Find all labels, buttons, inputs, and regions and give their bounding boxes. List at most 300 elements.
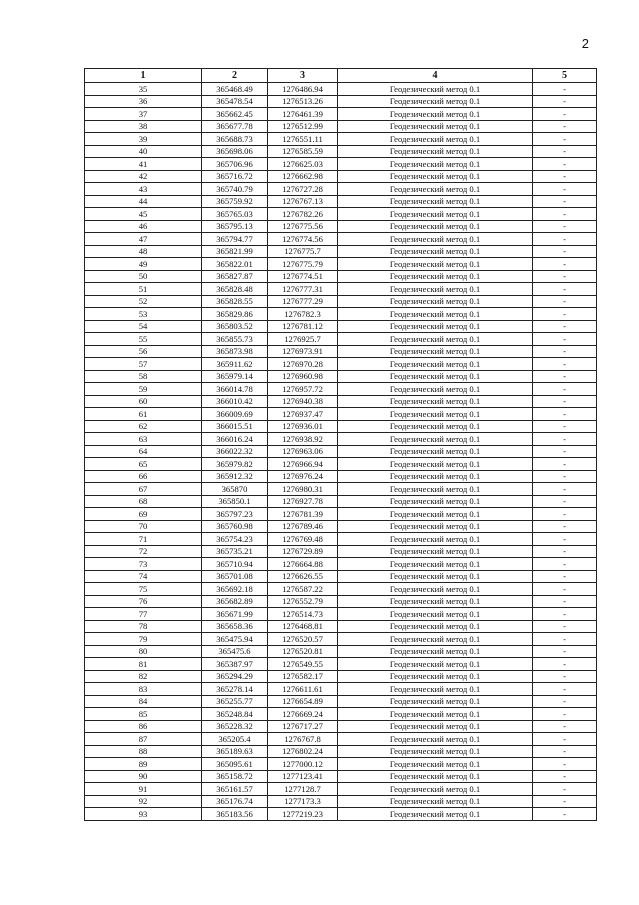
- y-coordinate-cell: 1276552.79: [268, 595, 338, 608]
- note-cell: -: [533, 733, 597, 746]
- point-number-cell: 79: [85, 633, 202, 646]
- table-row: [85, 533, 597, 546]
- y-coordinate-cell: 1276769.48: [268, 533, 338, 546]
- x-coordinate-cell: 365873.98: [202, 345, 268, 358]
- point-number-cell: 63: [85, 433, 202, 446]
- point-number-cell: 52: [85, 295, 202, 308]
- note-cell: -: [533, 183, 597, 196]
- point-number-cell: 67: [85, 483, 202, 496]
- point-number-cell: 66: [85, 470, 202, 483]
- table-row: [85, 445, 597, 458]
- method-cell: Геодезический метод 0.1: [338, 170, 533, 183]
- table-row: [85, 295, 597, 308]
- x-coordinate-cell: 365760.98: [202, 520, 268, 533]
- y-coordinate-cell: 1276767.8: [268, 733, 338, 746]
- y-coordinate-cell: 1276781.39: [268, 508, 338, 521]
- column-header-3: 3: [268, 69, 338, 83]
- point-number-cell: 71: [85, 533, 202, 546]
- note-cell: -: [533, 283, 597, 296]
- point-number-cell: 80: [85, 645, 202, 658]
- x-coordinate-cell: 365735.21: [202, 545, 268, 558]
- point-number-cell: 58: [85, 370, 202, 383]
- point-number-cell: 53: [85, 308, 202, 321]
- y-coordinate-cell: 1276973.91: [268, 345, 338, 358]
- table-row: [85, 558, 597, 571]
- point-number-cell: 78: [85, 620, 202, 633]
- point-number-cell: 89: [85, 758, 202, 771]
- point-number-cell: 59: [85, 383, 202, 396]
- method-cell: Геодезический метод 0.1: [338, 433, 533, 446]
- note-cell: -: [533, 395, 597, 408]
- table-row: [85, 733, 597, 746]
- y-coordinate-cell: 1276775.79: [268, 258, 338, 271]
- method-cell: Геодезический метод 0.1: [338, 195, 533, 208]
- method-cell: Геодезический метод 0.1: [338, 358, 533, 371]
- y-coordinate-cell: 1276486.94: [268, 83, 338, 96]
- point-number-cell: 77: [85, 608, 202, 621]
- method-cell: Геодезический метод 0.1: [338, 695, 533, 708]
- method-cell: Геодезический метод 0.1: [338, 245, 533, 258]
- x-coordinate-cell: 365710.94: [202, 558, 268, 571]
- table-row: [85, 783, 597, 796]
- point-number-cell: 92: [85, 795, 202, 808]
- x-coordinate-cell: 365189.63: [202, 745, 268, 758]
- point-number-cell: 82: [85, 670, 202, 683]
- method-cell: Геодезический метод 0.1: [338, 133, 533, 146]
- method-cell: Геодезический метод 0.1: [338, 370, 533, 383]
- point-number-cell: 83: [85, 683, 202, 696]
- table-row: [85, 120, 597, 133]
- point-number-cell: 60: [85, 395, 202, 408]
- table-row: [85, 108, 597, 121]
- note-cell: -: [533, 245, 597, 258]
- y-coordinate-cell: 1276662.98: [268, 170, 338, 183]
- table-row: [85, 133, 597, 146]
- y-coordinate-cell: 1276654.89: [268, 695, 338, 708]
- y-coordinate-cell: 1276937.47: [268, 408, 338, 421]
- point-number-cell: 54: [85, 320, 202, 333]
- method-cell: Геодезический метод 0.1: [338, 320, 533, 333]
- point-number-cell: 40: [85, 145, 202, 158]
- table-row: [85, 495, 597, 508]
- table-body: [85, 83, 597, 821]
- table-row: [85, 233, 597, 246]
- x-coordinate-cell: 366014.78: [202, 383, 268, 396]
- note-cell: -: [533, 533, 597, 546]
- note-cell: -: [533, 108, 597, 121]
- point-number-cell: 42: [85, 170, 202, 183]
- note-cell: -: [533, 420, 597, 433]
- x-coordinate-cell: 365706.96: [202, 158, 268, 171]
- x-coordinate-cell: 365478.54: [202, 95, 268, 108]
- note-cell: -: [533, 795, 597, 808]
- y-coordinate-cell: 1276802.24: [268, 745, 338, 758]
- point-number-cell: 76: [85, 595, 202, 608]
- column-header-4: 4: [338, 69, 533, 83]
- method-cell: Геодезический метод 0.1: [338, 208, 533, 221]
- point-number-cell: 41: [85, 158, 202, 171]
- table-row: [85, 670, 597, 683]
- point-number-cell: 56: [85, 345, 202, 358]
- x-coordinate-cell: 365387.97: [202, 658, 268, 671]
- x-coordinate-cell: 366022.32: [202, 445, 268, 458]
- table-row: [85, 145, 597, 158]
- point-number-cell: 36: [85, 95, 202, 108]
- x-coordinate-cell: 365698.06: [202, 145, 268, 158]
- table-row: [85, 370, 597, 383]
- y-coordinate-cell: 1276774.56: [268, 233, 338, 246]
- y-coordinate-cell: 1276582.17: [268, 670, 338, 683]
- y-coordinate-cell: 1276925.7: [268, 333, 338, 346]
- y-coordinate-cell: 1276669.24: [268, 708, 338, 721]
- y-coordinate-cell: 1276461.39: [268, 108, 338, 121]
- table-row: [85, 320, 597, 333]
- method-cell: Геодезический метод 0.1: [338, 570, 533, 583]
- x-coordinate-cell: 366015.51: [202, 420, 268, 433]
- table-row: [85, 770, 597, 783]
- note-cell: -: [533, 83, 597, 96]
- x-coordinate-cell: 365979.82: [202, 458, 268, 471]
- table-row: [85, 283, 597, 296]
- table-row: [85, 208, 597, 221]
- method-cell: Геодезический метод 0.1: [338, 620, 533, 633]
- method-cell: Геодезический метод 0.1: [338, 558, 533, 571]
- table-row: [85, 270, 597, 283]
- y-coordinate-cell: 1277173.3: [268, 795, 338, 808]
- point-number-cell: 73: [85, 558, 202, 571]
- note-cell: -: [533, 445, 597, 458]
- y-coordinate-cell: 1277219.23: [268, 808, 338, 821]
- method-cell: Геодезический метод 0.1: [338, 795, 533, 808]
- y-coordinate-cell: 1277123.41: [268, 770, 338, 783]
- x-coordinate-cell: 365294.29: [202, 670, 268, 683]
- table-row: [85, 608, 597, 621]
- table-row: [85, 220, 597, 233]
- point-number-cell: 72: [85, 545, 202, 558]
- method-cell: Геодезический метод 0.1: [338, 483, 533, 496]
- y-coordinate-cell: 1276782.3: [268, 308, 338, 321]
- method-cell: Геодезический метод 0.1: [338, 670, 533, 683]
- x-coordinate-cell: 365912.32: [202, 470, 268, 483]
- coordinates-table: [84, 68, 597, 821]
- point-number-cell: 51: [85, 283, 202, 296]
- method-cell: Геодезический метод 0.1: [338, 408, 533, 421]
- y-coordinate-cell: 1276966.94: [268, 458, 338, 471]
- x-coordinate-cell: 365716.72: [202, 170, 268, 183]
- note-cell: -: [533, 170, 597, 183]
- table-row: [85, 83, 597, 96]
- note-cell: -: [533, 808, 597, 821]
- x-coordinate-cell: 365205.4: [202, 733, 268, 746]
- point-number-cell: 87: [85, 733, 202, 746]
- y-coordinate-cell: 1276789.46: [268, 520, 338, 533]
- note-cell: -: [533, 633, 597, 646]
- table-row: [85, 158, 597, 171]
- x-coordinate-cell: 365828.48: [202, 283, 268, 296]
- y-coordinate-cell: 1276980.31: [268, 483, 338, 496]
- table-row: [85, 545, 597, 558]
- point-number-cell: 39: [85, 133, 202, 146]
- note-cell: -: [533, 233, 597, 246]
- y-coordinate-cell: 1276585.59: [268, 145, 338, 158]
- note-cell: -: [533, 645, 597, 658]
- note-cell: -: [533, 520, 597, 533]
- table-row: [85, 795, 597, 808]
- method-cell: Геодезический метод 0.1: [338, 770, 533, 783]
- method-cell: Геодезический метод 0.1: [338, 420, 533, 433]
- x-coordinate-cell: 365829.86: [202, 308, 268, 321]
- x-coordinate-cell: 365161.57: [202, 783, 268, 796]
- table-row: [85, 758, 597, 771]
- table-row: [85, 683, 597, 696]
- note-cell: -: [533, 408, 597, 421]
- x-coordinate-cell: 366009.69: [202, 408, 268, 421]
- x-coordinate-cell: 365475.6: [202, 645, 268, 658]
- y-coordinate-cell: 1276514.73: [268, 608, 338, 621]
- y-coordinate-cell: 1277128.7: [268, 783, 338, 796]
- method-cell: Геодезический метод 0.1: [338, 383, 533, 396]
- point-number-cell: 70: [85, 520, 202, 533]
- method-cell: Геодезический метод 0.1: [338, 720, 533, 733]
- method-cell: Геодезический метод 0.1: [338, 333, 533, 346]
- table-row: [85, 408, 597, 421]
- note-cell: -: [533, 145, 597, 158]
- y-coordinate-cell: 1276775.7: [268, 245, 338, 258]
- point-number-cell: 65: [85, 458, 202, 471]
- x-coordinate-cell: 365468.49: [202, 83, 268, 96]
- note-cell: -: [533, 295, 597, 308]
- point-number-cell: 55: [85, 333, 202, 346]
- y-coordinate-cell: 1276625.03: [268, 158, 338, 171]
- method-cell: Геодезический метод 0.1: [338, 158, 533, 171]
- x-coordinate-cell: 365095.61: [202, 758, 268, 771]
- method-cell: Геодезический метод 0.1: [338, 645, 533, 658]
- table-row: [85, 395, 597, 408]
- y-coordinate-cell: 1276976.24: [268, 470, 338, 483]
- y-coordinate-cell: 1276520.81: [268, 645, 338, 658]
- note-cell: -: [533, 783, 597, 796]
- point-number-cell: 93: [85, 808, 202, 821]
- y-coordinate-cell: 1276551.11: [268, 133, 338, 146]
- y-coordinate-cell: 1276520.57: [268, 633, 338, 646]
- point-number-cell: 90: [85, 770, 202, 783]
- note-cell: -: [533, 220, 597, 233]
- point-number-cell: 48: [85, 245, 202, 258]
- table-row: [85, 808, 597, 821]
- x-coordinate-cell: 365765.03: [202, 208, 268, 221]
- method-cell: Геодезический метод 0.1: [338, 683, 533, 696]
- x-coordinate-cell: 365183.56: [202, 808, 268, 821]
- point-number-cell: 57: [85, 358, 202, 371]
- method-cell: Геодезический метод 0.1: [338, 108, 533, 121]
- note-cell: -: [533, 370, 597, 383]
- note-cell: -: [533, 683, 597, 696]
- note-cell: -: [533, 358, 597, 371]
- y-coordinate-cell: 1276963.06: [268, 445, 338, 458]
- x-coordinate-cell: 365158.72: [202, 770, 268, 783]
- point-number-cell: 88: [85, 745, 202, 758]
- method-cell: Геодезический метод 0.1: [338, 808, 533, 821]
- x-coordinate-cell: 365176.74: [202, 795, 268, 808]
- note-cell: -: [533, 120, 597, 133]
- note-cell: -: [533, 320, 597, 333]
- page-number: 2: [581, 36, 589, 51]
- table-row: [85, 95, 597, 108]
- method-cell: Геодезический метод 0.1: [338, 220, 533, 233]
- method-cell: Геодезический метод 0.1: [338, 708, 533, 721]
- y-coordinate-cell: 1276938.92: [268, 433, 338, 446]
- table-row: [85, 658, 597, 671]
- note-cell: -: [533, 433, 597, 446]
- table-row: [85, 458, 597, 471]
- method-cell: Геодезический метод 0.1: [338, 395, 533, 408]
- method-cell: Геодезический метод 0.1: [338, 233, 533, 246]
- x-coordinate-cell: 365740.79: [202, 183, 268, 196]
- method-cell: Геодезический метод 0.1: [338, 308, 533, 321]
- y-coordinate-cell: 1276727.28: [268, 183, 338, 196]
- x-coordinate-cell: 365701.08: [202, 570, 268, 583]
- x-coordinate-cell: 365475.94: [202, 633, 268, 646]
- y-coordinate-cell: 1276513.26: [268, 95, 338, 108]
- method-cell: Геодезический метод 0.1: [338, 120, 533, 133]
- method-cell: Геодезический метод 0.1: [338, 258, 533, 271]
- y-coordinate-cell: 1276729.89: [268, 545, 338, 558]
- note-cell: -: [533, 258, 597, 271]
- note-cell: -: [533, 133, 597, 146]
- note-cell: -: [533, 558, 597, 571]
- point-number-cell: 75: [85, 583, 202, 596]
- note-cell: -: [533, 333, 597, 346]
- note-cell: -: [533, 695, 597, 708]
- note-cell: -: [533, 208, 597, 221]
- point-number-cell: 62: [85, 420, 202, 433]
- method-cell: Геодезический метод 0.1: [338, 458, 533, 471]
- x-coordinate-cell: 365255.77: [202, 695, 268, 708]
- x-coordinate-cell: 365248.84: [202, 708, 268, 721]
- y-coordinate-cell: 1276549.55: [268, 658, 338, 671]
- point-number-cell: 45: [85, 208, 202, 221]
- method-cell: Геодезический метод 0.1: [338, 733, 533, 746]
- table-row: [85, 358, 597, 371]
- x-coordinate-cell: 365692.18: [202, 583, 268, 596]
- table-row: [85, 483, 597, 496]
- y-coordinate-cell: 1276782.26: [268, 208, 338, 221]
- point-number-cell: 68: [85, 495, 202, 508]
- note-cell: -: [533, 483, 597, 496]
- method-cell: Геодезический метод 0.1: [338, 583, 533, 596]
- x-coordinate-cell: 365278.14: [202, 683, 268, 696]
- x-coordinate-cell: 365821.99: [202, 245, 268, 258]
- x-coordinate-cell: 365911.62: [202, 358, 268, 371]
- x-coordinate-cell: 365797.23: [202, 508, 268, 521]
- method-cell: Геодезический метод 0.1: [338, 633, 533, 646]
- method-cell: Геодезический метод 0.1: [338, 95, 533, 108]
- x-coordinate-cell: 365658.36: [202, 620, 268, 633]
- method-cell: Геодезический метод 0.1: [338, 145, 533, 158]
- y-coordinate-cell: 1276767.13: [268, 195, 338, 208]
- point-number-cell: 43: [85, 183, 202, 196]
- x-coordinate-cell: 365827.87: [202, 270, 268, 283]
- point-number-cell: 38: [85, 120, 202, 133]
- table-row: [85, 520, 597, 533]
- x-coordinate-cell: 365795.13: [202, 220, 268, 233]
- y-coordinate-cell: 1276611.61: [268, 683, 338, 696]
- note-cell: -: [533, 270, 597, 283]
- method-cell: Геодезический метод 0.1: [338, 83, 533, 96]
- point-number-cell: 61: [85, 408, 202, 421]
- method-cell: Геодезический метод 0.1: [338, 270, 533, 283]
- y-coordinate-cell: 1276626.55: [268, 570, 338, 583]
- y-coordinate-cell: 1276777.31: [268, 283, 338, 296]
- table-row: [85, 433, 597, 446]
- note-cell: -: [533, 608, 597, 621]
- note-cell: -: [533, 458, 597, 471]
- point-number-cell: 81: [85, 658, 202, 671]
- column-header-1: 1: [85, 69, 202, 83]
- method-cell: Геодезический метод 0.1: [338, 295, 533, 308]
- method-cell: Геодезический метод 0.1: [338, 495, 533, 508]
- y-coordinate-cell: 1276775.56: [268, 220, 338, 233]
- method-cell: Геодезический метод 0.1: [338, 608, 533, 621]
- table-header-row: [85, 69, 597, 83]
- y-coordinate-cell: 1276587.22: [268, 583, 338, 596]
- method-cell: Геодезический метод 0.1: [338, 508, 533, 521]
- note-cell: -: [533, 308, 597, 321]
- method-cell: Геодезический метод 0.1: [338, 283, 533, 296]
- column-header-2: 2: [202, 69, 268, 83]
- x-coordinate-cell: 365979.14: [202, 370, 268, 383]
- y-coordinate-cell: 1276512.99: [268, 120, 338, 133]
- method-cell: Геодезический метод 0.1: [338, 758, 533, 771]
- table-row: [85, 595, 597, 608]
- table-row: [85, 583, 597, 596]
- note-cell: -: [533, 345, 597, 358]
- method-cell: Геодезический метод 0.1: [338, 595, 533, 608]
- note-cell: -: [533, 583, 597, 596]
- point-number-cell: 44: [85, 195, 202, 208]
- x-coordinate-cell: 366016.24: [202, 433, 268, 446]
- note-cell: -: [533, 495, 597, 508]
- point-number-cell: 64: [85, 445, 202, 458]
- y-coordinate-cell: 1276936.01: [268, 420, 338, 433]
- method-cell: Геодезический метод 0.1: [338, 783, 533, 796]
- y-coordinate-cell: 1276927.78: [268, 495, 338, 508]
- note-cell: -: [533, 195, 597, 208]
- table-row: [85, 620, 597, 633]
- table-row: [85, 170, 597, 183]
- method-cell: Геодезический метод 0.1: [338, 658, 533, 671]
- point-number-cell: 50: [85, 270, 202, 283]
- y-coordinate-cell: 1276777.29: [268, 295, 338, 308]
- x-coordinate-cell: 366010.42: [202, 395, 268, 408]
- y-coordinate-cell: 1276468.81: [268, 620, 338, 633]
- note-cell: -: [533, 545, 597, 558]
- method-cell: Геодезический метод 0.1: [338, 545, 533, 558]
- table-row: [85, 708, 597, 721]
- point-number-cell: 85: [85, 708, 202, 721]
- note-cell: -: [533, 770, 597, 783]
- note-cell: -: [533, 595, 597, 608]
- point-number-cell: 47: [85, 233, 202, 246]
- table-row: [85, 245, 597, 258]
- x-coordinate-cell: 365855.73: [202, 333, 268, 346]
- method-cell: Геодезический метод 0.1: [338, 345, 533, 358]
- note-cell: -: [533, 95, 597, 108]
- y-coordinate-cell: 1276717.27: [268, 720, 338, 733]
- x-coordinate-cell: 365682.89: [202, 595, 268, 608]
- note-cell: -: [533, 158, 597, 171]
- table-row: [85, 183, 597, 196]
